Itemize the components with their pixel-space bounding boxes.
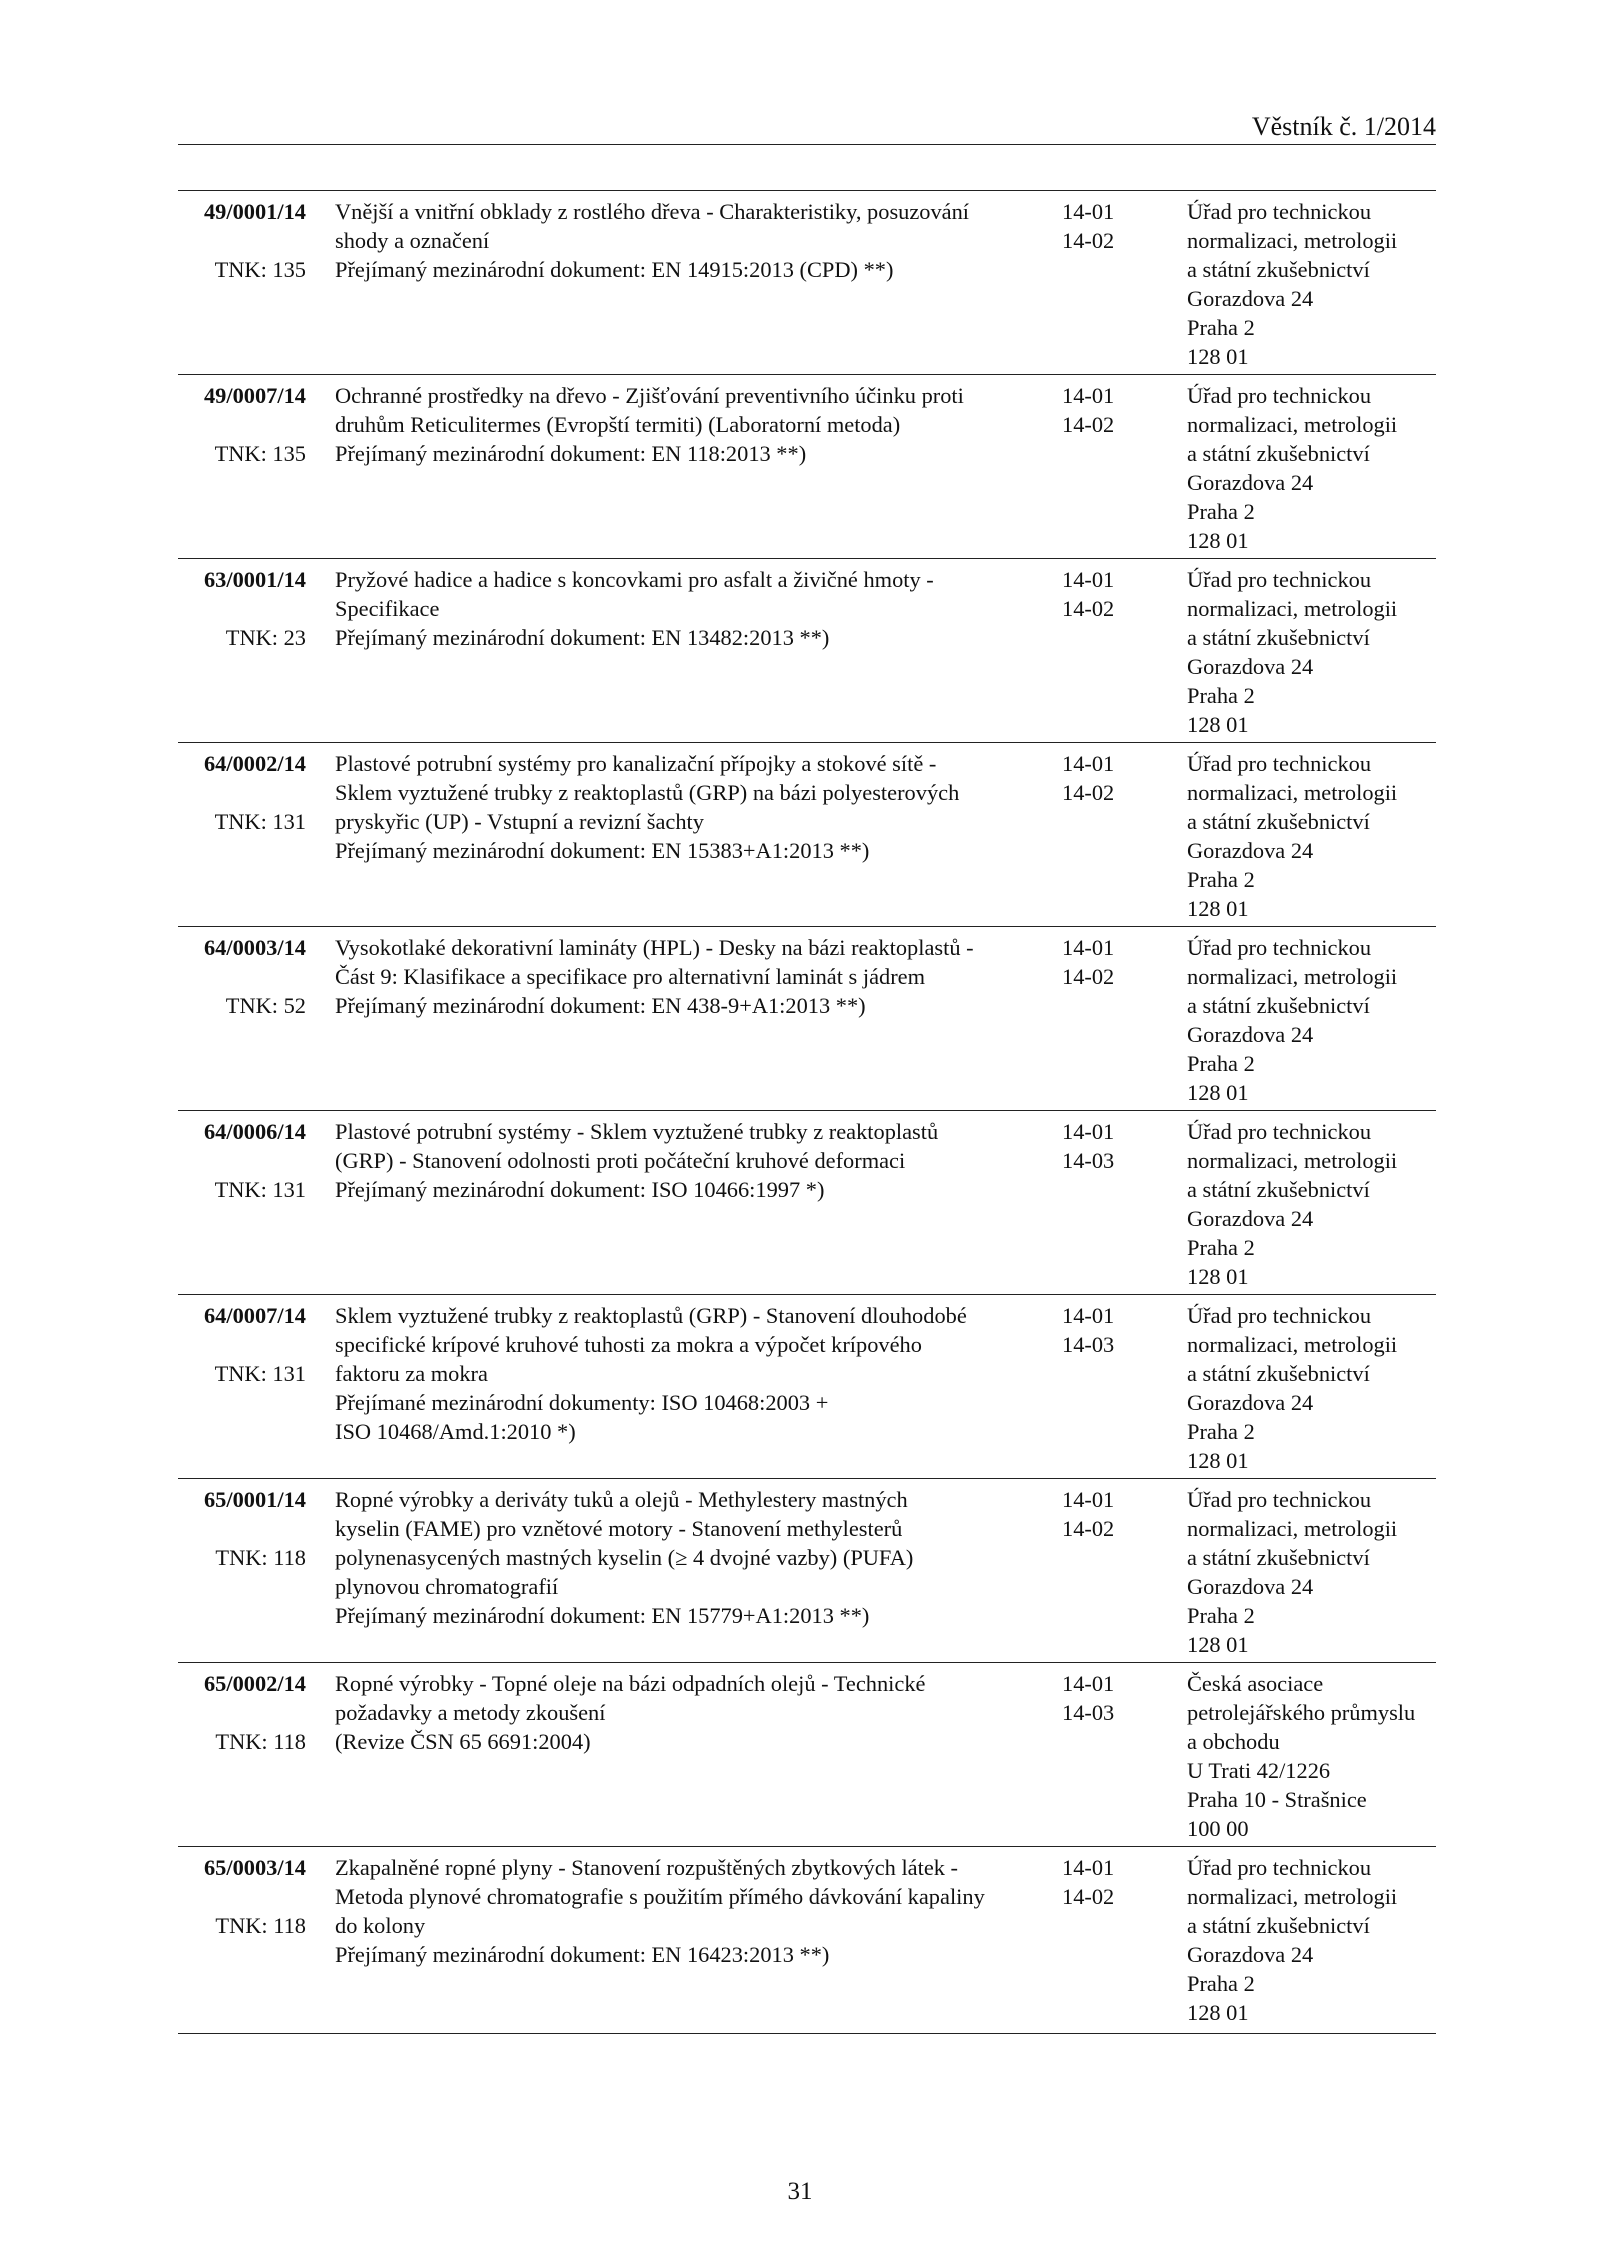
organization-line: 128 01 bbox=[1187, 1448, 1249, 1473]
title-line: pryskyřic (UP) - Vstupní a revizní šachty bbox=[335, 809, 704, 834]
organization-cell bbox=[1187, 1485, 1436, 1659]
bulletin-title: Věstník č. 1/2014 bbox=[1251, 112, 1436, 141]
table-row bbox=[178, 375, 1436, 559]
organization-cell bbox=[1187, 197, 1436, 371]
organization-line: Gorazdova 24 bbox=[1187, 654, 1314, 679]
title-line: Vnější a vnitřní obklady z rostlého dřeva - Charakteristiky, posuzování bbox=[335, 199, 970, 224]
record-number-cell bbox=[178, 1117, 306, 1204]
title-line: Přejímaný mezinárodní dokument: ISO 10466:1997 *) bbox=[335, 1177, 825, 1202]
title-line: Specifikace bbox=[335, 596, 440, 621]
organization-line: U Trati 42/1226 bbox=[1187, 1758, 1331, 1783]
code: 14-02 bbox=[1062, 1884, 1115, 1909]
record-id: 65/0001/14 bbox=[203, 1487, 306, 1512]
codes-cell bbox=[1062, 749, 1152, 807]
organization-line: Gorazdova 24 bbox=[1187, 838, 1314, 863]
title-line: do kolony bbox=[335, 1913, 426, 1938]
organization-cell bbox=[1187, 1853, 1436, 2027]
organization-line: 128 01 bbox=[1187, 1632, 1249, 1657]
organization-line: a obchodu bbox=[1187, 1729, 1280, 1754]
organization-line: Gorazdova 24 bbox=[1187, 1022, 1314, 1047]
organization-line: 128 01 bbox=[1187, 2000, 1249, 2025]
record-id: 64/0007/14 bbox=[203, 1303, 306, 1328]
code: 14-01 bbox=[1062, 1303, 1115, 1328]
organization-line: Úřad pro technickou bbox=[1187, 1303, 1372, 1328]
title-line: Ropné výrobky a deriváty tuků a olejů - Methylestery mastných bbox=[335, 1487, 908, 1512]
codes-cell bbox=[1062, 1117, 1152, 1175]
organization-line: Gorazdova 24 bbox=[1187, 1390, 1314, 1415]
organization-line: Praha 2 bbox=[1187, 867, 1255, 892]
code: 14-01 bbox=[1062, 199, 1115, 224]
tnk-label: TNK: 131 bbox=[214, 1361, 306, 1386]
title-line: Vysokotlaké dekorativní lamináty (HPL) - Desky na bázi reaktoplastů - bbox=[335, 935, 974, 960]
organization-line: 100 00 bbox=[1187, 1816, 1249, 1841]
organization-line: normalizaci, metrologii bbox=[1187, 412, 1398, 437]
organization-line: a státní zkušebnictví bbox=[1187, 809, 1370, 834]
tnk-label: TNK: 131 bbox=[214, 1177, 306, 1202]
table-row bbox=[178, 1847, 1436, 2034]
organization-line: Úřad pro technickou bbox=[1187, 751, 1372, 776]
title-line: požadavky a metody zkoušení bbox=[335, 1700, 606, 1725]
title-line: Plastové potrubní systémy - Sklem vyztužené trubky z reaktoplastů bbox=[335, 1119, 939, 1144]
organization-line: a státní zkušebnictví bbox=[1187, 441, 1370, 466]
tnk-label: TNK: 52 bbox=[225, 993, 306, 1018]
record-number-cell bbox=[178, 749, 306, 836]
organization-line: 128 01 bbox=[1187, 1264, 1249, 1289]
code: 14-01 bbox=[1062, 1487, 1115, 1512]
title-line: Zkapalněné ropné plyny - Stanovení rozpuštěných zbytkových látek - bbox=[335, 1855, 959, 1880]
organization-line: Praha 2 bbox=[1187, 1419, 1255, 1444]
organization-line: Úřad pro technickou bbox=[1187, 199, 1372, 224]
organization-line: normalizaci, metrologii bbox=[1187, 596, 1398, 621]
organization-line: normalizaci, metrologii bbox=[1187, 228, 1398, 253]
organization-cell bbox=[1187, 381, 1436, 555]
title-line: druhům Reticulitermes (Evropští termiti) (Laboratorní metoda) bbox=[335, 412, 901, 437]
code: 14-02 bbox=[1062, 228, 1115, 253]
title-line: Část 9: Klasifikace a specifikace pro alternativní laminát s jádrem bbox=[335, 964, 926, 989]
organization-line: Gorazdova 24 bbox=[1187, 286, 1314, 311]
code: 14-01 bbox=[1062, 567, 1115, 592]
title-line: faktoru za mokra bbox=[335, 1361, 488, 1386]
title-line: Sklem vyztužené trubky z reaktoplastů (GRP) na bázi polyesterových bbox=[335, 780, 960, 805]
record-number-cell bbox=[178, 1301, 306, 1388]
title-line: Plastové potrubní systémy pro kanalizační přípojky a stokové sítě - bbox=[335, 751, 937, 776]
record-id: 65/0002/14 bbox=[203, 1671, 306, 1696]
codes-cell bbox=[1062, 565, 1152, 623]
organization-line: Úřad pro technickou bbox=[1187, 935, 1372, 960]
code: 14-01 bbox=[1062, 383, 1115, 408]
title-line: Přejímaný mezinárodní dokument: EN 16423:2013 **) bbox=[335, 1942, 830, 1967]
organization-line: a státní zkušebnictví bbox=[1187, 257, 1370, 282]
organization-line: Praha 2 bbox=[1187, 1971, 1255, 1996]
organization-cell bbox=[1187, 933, 1436, 1107]
code: 14-03 bbox=[1062, 1700, 1115, 1725]
title-line: Přejímaný mezinárodní dokument: EN 15383+A1:2013 **) bbox=[335, 838, 870, 863]
code: 14-01 bbox=[1062, 1119, 1115, 1144]
title-line: Přejímané mezinárodní dokumenty: ISO 10468:2003 + bbox=[335, 1390, 829, 1415]
record-id: 49/0001/14 bbox=[203, 199, 306, 224]
organization-line: a státní zkušebnictví bbox=[1187, 1361, 1370, 1386]
record-number-cell bbox=[178, 381, 306, 468]
code: 14-01 bbox=[1062, 1671, 1115, 1696]
organization-line: Česká asociace bbox=[1187, 1671, 1324, 1696]
title-line: kyselin (FAME) pro vznětové motory - Stanovení methylesterů bbox=[335, 1516, 903, 1541]
code: 14-01 bbox=[1062, 751, 1115, 776]
organization-line: Praha 2 bbox=[1187, 683, 1255, 708]
organization-line: Úřad pro technickou bbox=[1187, 567, 1372, 592]
organization-line: Gorazdova 24 bbox=[1187, 1574, 1314, 1599]
title-line: polynenasycených mastných kyselin (≥ 4 dvojné vazby) (PUFA) bbox=[335, 1545, 914, 1570]
organization-line: Praha 2 bbox=[1187, 1235, 1255, 1260]
code: 14-02 bbox=[1062, 1516, 1115, 1541]
record-id: 64/0003/14 bbox=[203, 935, 306, 960]
table-row bbox=[178, 1479, 1436, 1663]
organization-cell bbox=[1187, 1669, 1436, 1843]
page-header bbox=[178, 112, 1436, 145]
tnk-label: TNK: 135 bbox=[214, 441, 306, 466]
record-number-cell bbox=[178, 933, 306, 1020]
standards-table bbox=[178, 190, 1436, 2034]
organization-line: Úřad pro technickou bbox=[1187, 1119, 1372, 1144]
tnk-label: TNK: 131 bbox=[214, 809, 306, 834]
code: 14-03 bbox=[1062, 1148, 1115, 1173]
codes-cell bbox=[1062, 1669, 1152, 1727]
title-line: (Revize ČSN 65 6691:2004) bbox=[335, 1729, 591, 1754]
codes-cell bbox=[1062, 1853, 1152, 1911]
code: 14-01 bbox=[1062, 1855, 1115, 1880]
title-line: plynovou chromatografií bbox=[335, 1574, 559, 1599]
table-row bbox=[178, 191, 1436, 375]
organization-line: a státní zkušebnictví bbox=[1187, 1177, 1370, 1202]
record-number-cell bbox=[178, 1669, 306, 1756]
organization-line: normalizaci, metrologii bbox=[1187, 1884, 1398, 1909]
organization-line: normalizaci, metrologii bbox=[1187, 1148, 1398, 1173]
organization-line: a státní zkušebnictví bbox=[1187, 625, 1370, 650]
codes-cell bbox=[1062, 1485, 1152, 1543]
codes-cell bbox=[1062, 1301, 1152, 1359]
organization-cell bbox=[1187, 565, 1436, 739]
record-id: 65/0003/14 bbox=[203, 1855, 306, 1880]
title-line: Ropné výrobky - Topné oleje na bázi odpadních olejů - Technické bbox=[335, 1671, 926, 1696]
record-number-cell bbox=[178, 1853, 306, 1940]
organization-line: a státní zkušebnictví bbox=[1187, 993, 1370, 1018]
table-row bbox=[178, 927, 1436, 1111]
organization-line: 128 01 bbox=[1187, 344, 1249, 369]
organization-line: 128 01 bbox=[1187, 896, 1249, 921]
title-line: Přejímaný mezinárodní dokument: EN 13482:2013 **) bbox=[335, 625, 830, 650]
record-id: 63/0001/14 bbox=[203, 567, 306, 592]
title-line: Metoda plynové chromatografie s použitím přímého dávkování kapaliny bbox=[335, 1884, 985, 1909]
table-row bbox=[178, 559, 1436, 743]
title-line: Přejímaný mezinárodní dokument: EN 15779+A1:2013 **) bbox=[335, 1603, 870, 1628]
organization-line: 128 01 bbox=[1187, 528, 1249, 553]
table-row bbox=[178, 1663, 1436, 1847]
organization-line: a státní zkušebnictví bbox=[1187, 1545, 1370, 1570]
record-id: 49/0007/14 bbox=[203, 383, 306, 408]
organization-line: Gorazdova 24 bbox=[1187, 1206, 1314, 1231]
title-line: shody a označení bbox=[335, 228, 490, 253]
organization-line: Praha 2 bbox=[1187, 499, 1255, 524]
organization-line: Praha 2 bbox=[1187, 1051, 1255, 1076]
organization-cell bbox=[1187, 1117, 1436, 1291]
organization-line: Gorazdova 24 bbox=[1187, 1942, 1314, 1967]
codes-cell bbox=[1062, 197, 1152, 255]
tnk-label: TNK: 23 bbox=[225, 625, 306, 650]
title-line: Přejímaný mezinárodní dokument: EN 118:2013 **) bbox=[335, 441, 807, 466]
tnk-label: TNK: 118 bbox=[215, 1913, 306, 1938]
organization-cell bbox=[1187, 749, 1436, 923]
organization-cell bbox=[1187, 1301, 1436, 1475]
code: 14-02 bbox=[1062, 596, 1115, 621]
codes-cell bbox=[1062, 933, 1152, 991]
tnk-label: TNK: 118 bbox=[215, 1545, 306, 1570]
organization-line: normalizaci, metrologii bbox=[1187, 1516, 1398, 1541]
title-line: Pryžové hadice a hadice s koncovkami pro asfalt a živičné hmoty - bbox=[335, 567, 934, 592]
organization-line: Gorazdova 24 bbox=[1187, 470, 1314, 495]
organization-line: normalizaci, metrologii bbox=[1187, 1332, 1398, 1357]
organization-line: Úřad pro technickou bbox=[1187, 1487, 1372, 1512]
title-line: Ochranné prostředky na dřevo - Zjišťování preventivního účinku proti bbox=[335, 383, 964, 408]
organization-line: Úřad pro technickou bbox=[1187, 383, 1372, 408]
organization-line: Praha 10 - Strašnice bbox=[1187, 1787, 1367, 1812]
organization-line: Praha 2 bbox=[1187, 1603, 1255, 1628]
title-line: (GRP) - Stanovení odolnosti proti počáteční kruhové deformaci bbox=[335, 1148, 906, 1173]
page-number: 31 bbox=[787, 2178, 813, 2205]
title-line: ISO 10468/Amd.1:2010 *) bbox=[335, 1419, 576, 1444]
record-number-cell bbox=[178, 1485, 306, 1572]
organization-line: 128 01 bbox=[1187, 1080, 1249, 1105]
organization-line: petrolejářského průmyslu bbox=[1187, 1700, 1416, 1725]
organization-line: Praha 2 bbox=[1187, 315, 1255, 340]
organization-line: a státní zkušebnictví bbox=[1187, 1913, 1370, 1938]
title-line: Přejímaný mezinárodní dokument: EN 14915:2013 (CPD) **) bbox=[335, 257, 894, 282]
code: 14-02 bbox=[1062, 780, 1115, 805]
organization-line: normalizaci, metrologii bbox=[1187, 964, 1398, 989]
organization-line: normalizaci, metrologii bbox=[1187, 780, 1398, 805]
tnk-label: TNK: 135 bbox=[214, 257, 306, 282]
title-line: specifické krípové kruhové tuhosti za mokra a výpočet krípového bbox=[335, 1332, 922, 1357]
title-line: Sklem vyztužené trubky z reaktoplastů (GRP) - Stanovení dlouhodobé bbox=[335, 1303, 967, 1328]
organization-line: 128 01 bbox=[1187, 712, 1249, 737]
code: 14-02 bbox=[1062, 964, 1115, 989]
code: 14-01 bbox=[1062, 935, 1115, 960]
table-row bbox=[178, 1111, 1436, 1295]
organization-line: Úřad pro technickou bbox=[1187, 1855, 1372, 1880]
record-id: 64/0002/14 bbox=[203, 751, 306, 776]
record-number-cell bbox=[178, 565, 306, 652]
table-row bbox=[178, 743, 1436, 927]
table-row bbox=[178, 1295, 1436, 1479]
code: 14-02 bbox=[1062, 412, 1115, 437]
record-number-cell bbox=[178, 197, 306, 284]
title-line: Přejímaný mezinárodní dokument: EN 438-9+A1:2013 **) bbox=[335, 993, 866, 1018]
record-id: 64/0006/14 bbox=[203, 1119, 306, 1144]
tnk-label: TNK: 118 bbox=[215, 1729, 306, 1754]
code: 14-03 bbox=[1062, 1332, 1115, 1357]
codes-cell bbox=[1062, 381, 1152, 439]
